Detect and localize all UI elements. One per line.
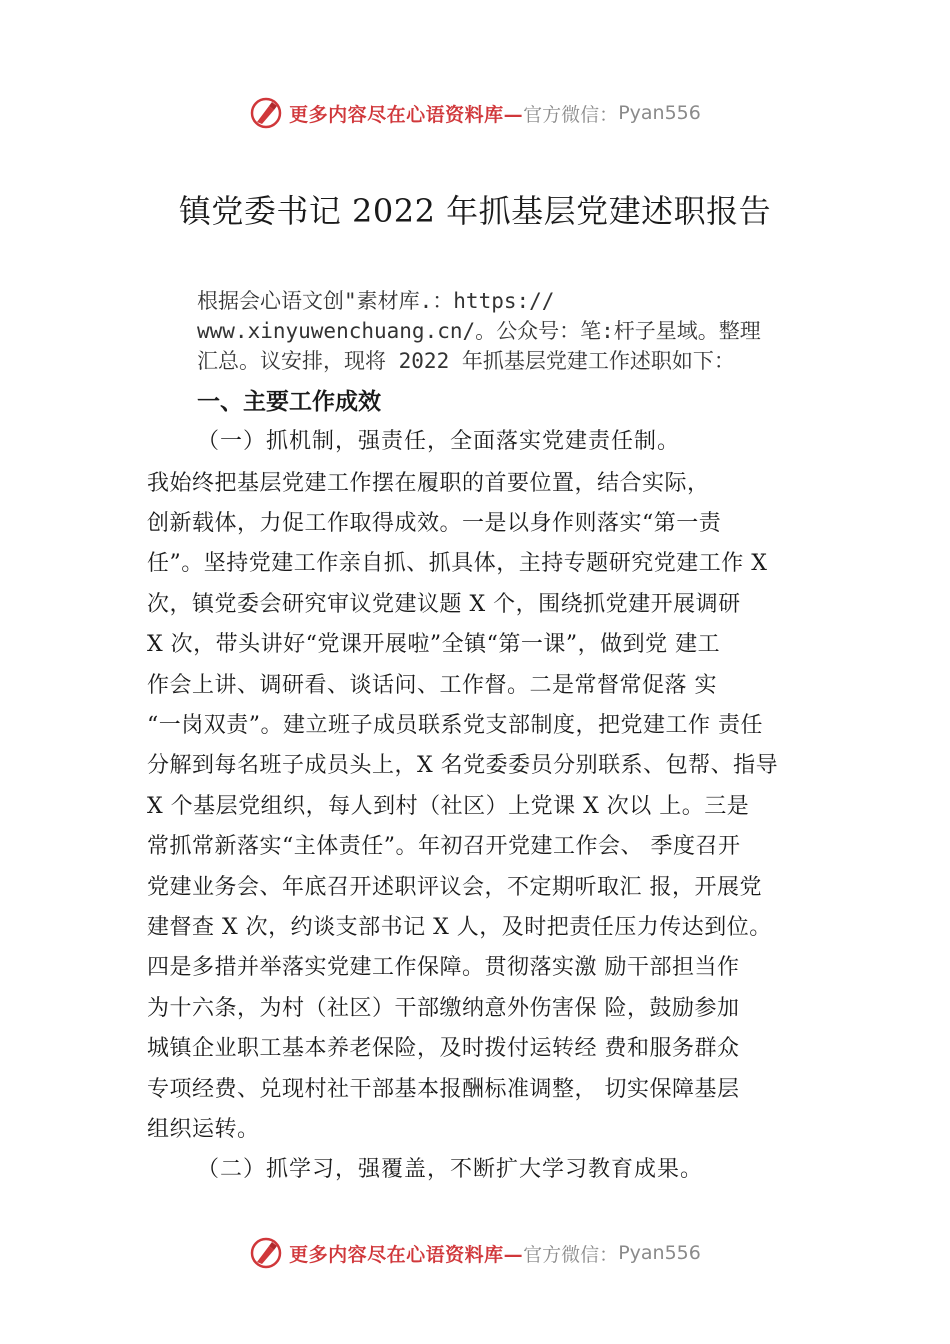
paragraph-line: X 次，带头讲好“党课开展啦”全镇“第一课”，做到党 建工 bbox=[147, 632, 721, 657]
banner-main-text: 更多内容尽在心语资料库— bbox=[289, 1243, 524, 1266]
banner-wechat-label: 官方微信： bbox=[523, 1243, 619, 1266]
pen-nib-logo-icon bbox=[249, 1236, 283, 1270]
header-banner bbox=[0, 93, 950, 133]
paragraph-line: “一岗双责”。建立班子成员联系党支部制度，把党建工作 责任 bbox=[147, 713, 763, 738]
banner-wechat-label: 官方微信： bbox=[523, 103, 619, 126]
paragraph-line: 专项经费、兑现村社干部基本报酬标准调整， 切实保障基层 bbox=[147, 1077, 740, 1102]
banner-main-text: 更多内容尽在心语资料库— bbox=[289, 103, 524, 126]
section-heading: 一、主要工作成效 bbox=[197, 389, 381, 415]
paragraph-line: 分解到每名班子成员头上，X 名党委委员分别联系、包帮、指导 bbox=[147, 753, 779, 778]
paragraph-line: 党建业务会、年底召开述职评议会，不定期听取汇 报，开展党 bbox=[147, 875, 762, 900]
paragraph-line: 常抓常新落实“主体责任”。年初召开党建工作会、 季度召开 bbox=[147, 834, 741, 859]
paragraph-line: 城镇企业职工基本养老保险，及时拨付运转经 费和服务群众 bbox=[147, 1036, 740, 1061]
pen-nib-logo-icon bbox=[249, 96, 283, 130]
paragraph-line: 组织运转。 bbox=[147, 1117, 260, 1142]
paragraph-line: 作会上讲、调研看、谈话问、工作督。二是常督常促落 实 bbox=[147, 673, 717, 698]
paragraph-line: 我始终把基层党建工作摆在履职的首要位置，结合实际， bbox=[147, 471, 710, 496]
intro-line: 根据会心语文创"素材库.：https:// bbox=[197, 289, 555, 313]
subsection-heading: （一）抓机制，强责任，全面落实党建责任制。 bbox=[197, 429, 681, 454]
paragraph-line: 为十六条，为村（社区）干部缴纳意外伤害保 险，鼓励参加 bbox=[147, 996, 740, 1021]
intro-line: www.xinyuwenchuang.cn/。公众号：笔:杆子星域。整理 bbox=[197, 319, 761, 343]
paragraph-line: 建督查 X 次，约谈支部书记 X 人，及时把责任压力传达到位。 bbox=[147, 915, 772, 940]
intro-line: 汇总。议安排，现将 2022 年抓基层党建工作述职如下： bbox=[197, 349, 735, 373]
paragraph-line: 创新载体，力促工作取得成效。一是以身作则落实“第一责 bbox=[147, 511, 722, 536]
banner-wechat-id: Pyan556 bbox=[618, 102, 701, 124]
banner-wechat-id: Pyan556 bbox=[618, 1242, 701, 1264]
paragraph-line: 四是多措并举落实党建工作保障。贯彻落实激 励干部担当作 bbox=[147, 955, 740, 980]
paragraph-line: 次，镇党委会研究审议党建议题 X 个，围绕抓党建开展调研 bbox=[147, 592, 741, 617]
paragraph-line: X 个基层党组织，每人到村（社区）上党课 X 次以 上。三是 bbox=[147, 794, 750, 819]
document-title: 镇党委书记 2022 年抓基层党建述职报告 bbox=[178, 192, 772, 230]
paragraph-line: 任”。坚持党建工作亲自抓、抓具体，主持专题研究党建工作 X bbox=[147, 551, 768, 576]
subsection-heading: （二）抓学习，强覆盖，不断扩大学习教育成果。 bbox=[197, 1157, 704, 1182]
footer-banner bbox=[0, 1233, 950, 1273]
